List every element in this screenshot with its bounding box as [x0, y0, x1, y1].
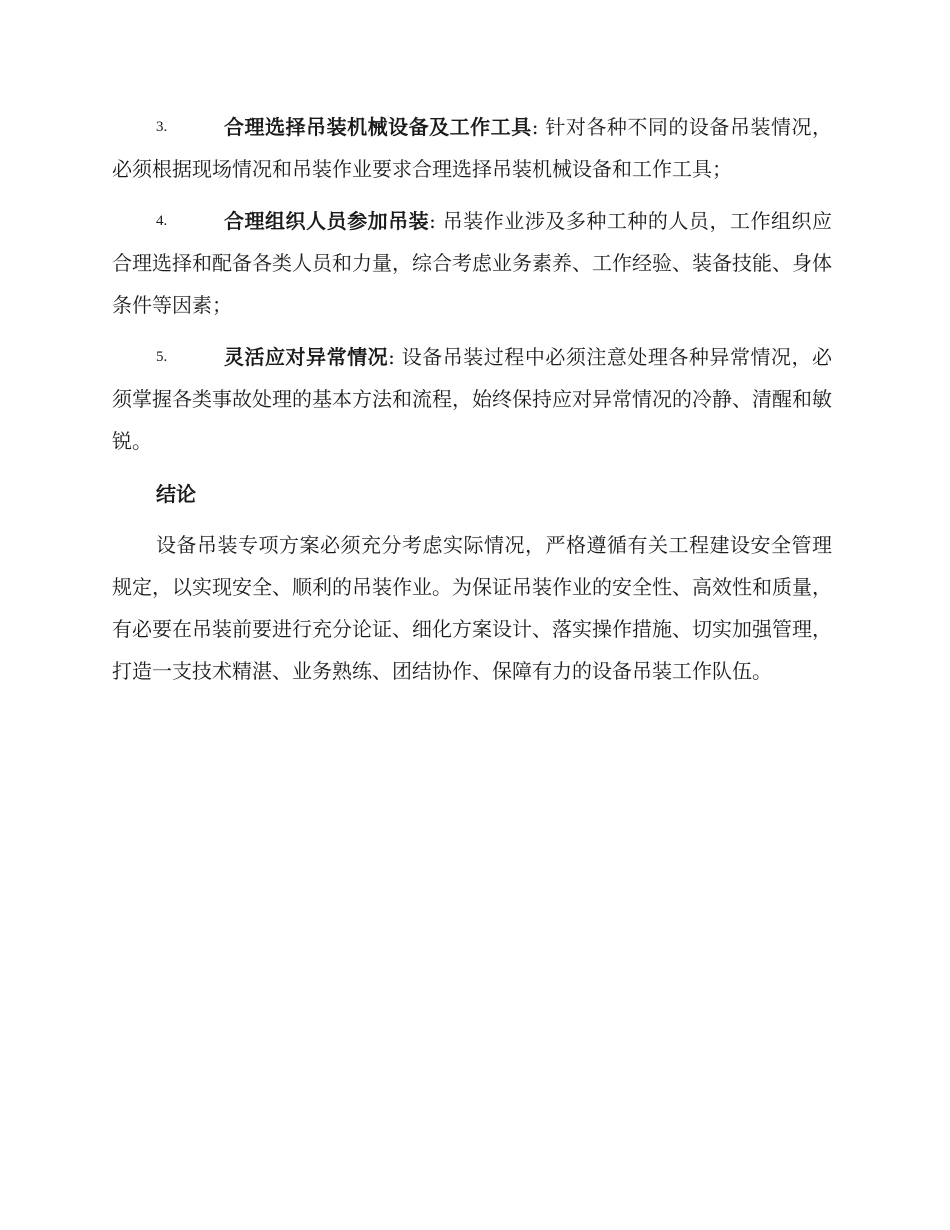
list-item-colon: : [531, 115, 539, 139]
list-item-4 [112, 200, 832, 326]
list-item-title: 灵活应对异常情况 [224, 345, 389, 369]
conclusion-paragraph: 设备吊装专项方案必须充分考虑实际情况，严格遵循有关工程建设安全管理规定，以实现安全、顺利的吊装作业。为保证吊装作业的安全性、高效性和质量，有必要在吊装前要进行充分论证、细化方案设计、落实操作措施、切实加强管理，打造一支技术精湛、业务熟练、团结协作、保障有力的设备吊装工作队伍。 [112, 533, 832, 683]
document-content [112, 106, 832, 692]
list-number: 3. [156, 119, 168, 135]
list-item-3 [112, 106, 832, 190]
list-item-colon: : [429, 209, 436, 233]
list-item-title: 合理组织人员参加吊装 [224, 209, 430, 233]
list-item-text: 吊装作业涉及多种工种的人员，工作组织应合理选择和配备各类人员和力量，综合考虑业务素养、工作经验、装备技能、身体条件等因素； [112, 209, 833, 317]
list-item-title: 合理选择吊装机械设备及工作工具 [224, 115, 532, 139]
conclusion-heading: 结论 [156, 482, 196, 506]
list-item-text: 设备吊装过程中必须注意处理各种异常情况，必须掌握各类事故处理的基本方法和流程，始终保持应对异常情况的冷静、清醒和敏锐。 [112, 345, 833, 453]
list-number: 4. [156, 213, 168, 229]
list-number: 5. [156, 349, 168, 365]
list-item-colon: : [388, 345, 395, 369]
list-item-text: 针对各种不同的设备吊装情况，必须根据现场情况和吊装作业要求合理选择吊装机械设备和工作工具； [112, 115, 833, 181]
list-item-5 [112, 336, 832, 462]
